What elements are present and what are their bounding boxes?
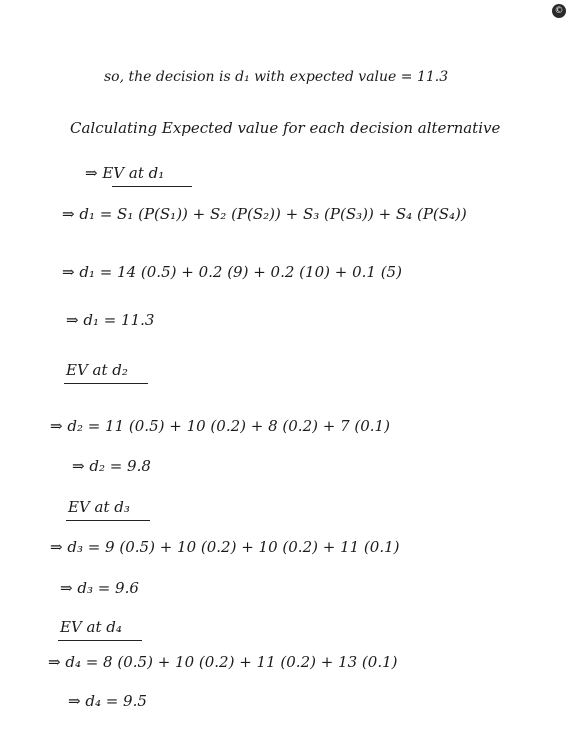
- ev-d4-label: EV at d₄: [60, 618, 122, 636]
- result-d3: ⇒ d₃ = 9.6: [60, 579, 139, 597]
- result-d2: ⇒ d₂ = 9.8: [72, 457, 151, 475]
- section-heading: Calculating Expected value for each decision alternative: [70, 119, 501, 137]
- ev-d1-underline: [112, 186, 192, 187]
- copyright-icon: ©: [552, 4, 566, 18]
- ev-d4-underline: [58, 640, 142, 641]
- ev-d1-label: ⇒ EV at d₁: [85, 164, 165, 182]
- formula-d1-general: ⇒ d₁ = S₁ (P(S₁)) + S₂ (P(S₂)) + S₃ (P(S₃)) + S₄ (P(S₄)): [62, 205, 467, 223]
- formula-d4: ⇒ d₄ = 8 (0.5) + 10 (0.2) + 11 (0.2) + 13 (0.1): [48, 653, 398, 671]
- formula-d1-values: ⇒ d₁ = 14 (0.5) + 0.2 (9) + 0.2 (10) + 0.1 (5): [62, 263, 402, 281]
- result-d4: ⇒ d₄ = 9.5: [68, 692, 147, 710]
- ev-d3-underline: [66, 520, 150, 521]
- ev-d2-underline: [64, 383, 148, 384]
- ev-d3-label: EV at d₃: [68, 498, 130, 516]
- ev-d2-label: EV at d₂: [66, 361, 128, 379]
- formula-d2: ⇒ d₂ = 11 (0.5) + 10 (0.2) + 8 (0.2) + 7 (0.1): [50, 417, 390, 435]
- formula-d3: ⇒ d₃ = 9 (0.5) + 10 (0.2) + 10 (0.2) + 11 (0.1): [50, 538, 400, 556]
- result-d1: ⇒ d₁ = 11.3: [66, 311, 155, 329]
- decision-summary: so, the decision is d₁ with expected value = 11.3: [104, 69, 449, 85]
